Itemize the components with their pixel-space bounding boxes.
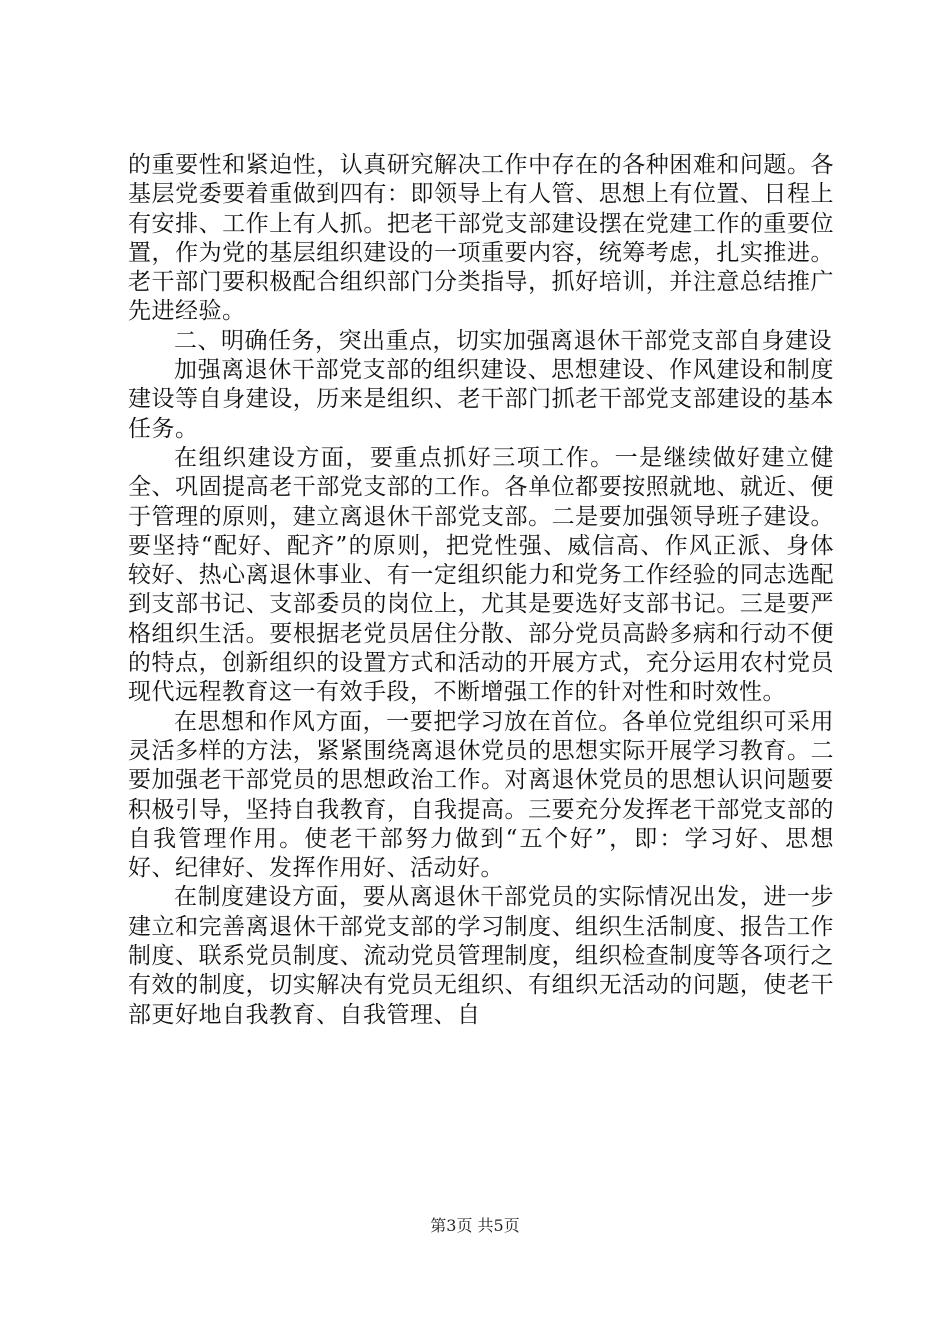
- page-number-footer: 第3页 共5页: [430, 1216, 520, 1235]
- paragraph-thought-style: 在思想和作风方面，一要把学习放在首位。各单位党组织可采用灵活多样的方法，紧紧围绕离退休党员的思想实际开展学习教育。二要加强老干部党员的思想政治工作。对离退休党员的思想认识问题要积极引导，坚持自我教育，自我提高。三要充分发挥老干部党支部的自我管理作用。使老干部努力做到“五个好”，即：学习好、思想好、纪律好、发挥作用好、活动好。: [128, 708, 834, 882]
- paragraph-intro: 加强离退休干部党支部的组织建设、思想建设、作风建设和制度建设等自身建设，历来是组织、老干部门抓老干部党支部建设的基本任务。: [128, 357, 834, 442]
- paragraph-continuation: 的重要性和紧迫性，认真研究解决工作中存在的各种困难和问题。各基层党委要着重做到四有：即领导上有人管、思想上有位置、日程上有安排、工作上有人抓。把老干部党支部建设摆在党建工作的重要位置，作为党的基层组织建设的一项重要内容，统筹考虑，扎实推进。老干部门要积极配合组织部门分类指导，抓好培训，并注意总结推广先进经验。: [128, 152, 834, 325]
- document-body: [128, 151, 834, 1030]
- paragraph-system: 在制度建设方面，要从离退休干部党员的实际情况出发，进一步建立和完善离退休干部党支部的学习制度、组织生活制度、报告工作制度、联系党员制度、流动党员管理制度，组织检查制度等各项行之有效的制度，切实解决有党员无组织、有组织无活动的问题，使老干部更好地自我教育、自我管理、自: [128, 884, 834, 1028]
- section-heading: 二、明确任务，突出重点，切实加强离退休干部党支部自身建设: [174, 327, 832, 354]
- paragraph-organization: 在组织建设方面，要重点抓好三项工作。一是继续做好建立健全、巩固提高老干部党支部的工作。各单位都要按照就地、就近、便于管理的原则，建立离退休干部党支部。二是要加强领导班子建设。要坚持“配好、配齐”的原则，把党性强、威信高、作风正派、身体较好、热心离退休事业、有一定组织能力和党务工作经验的同志选配到支部书记、支部委员的岗位上，尤其是要选好支部书记。三是要严格组织生活。要根据老党员居住分散、部分党员高龄多病和行动不便的特点，创新组织的设置方式和活动的开展方式，充分运用农村党员现代远程教育这一有效手段，不断增强工作的针对性和时效性。: [128, 444, 834, 706]
